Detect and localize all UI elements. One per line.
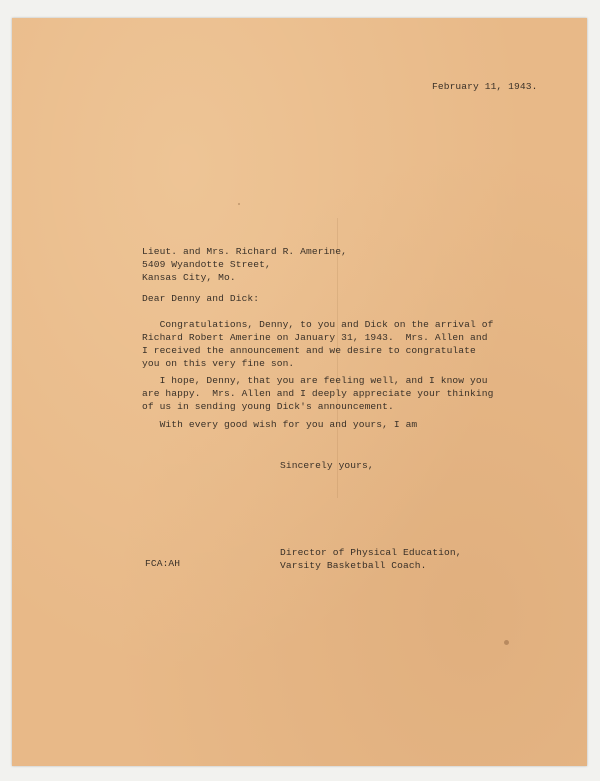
letter-date: February 11, 1943.: [432, 81, 538, 92]
recipient-address: [142, 245, 347, 284]
signature-title: Director of Physical Education,: [280, 547, 462, 558]
paragraph-line: I hope, Denny, that you are feeling well, and I know you: [142, 375, 488, 386]
paragraph-congratulations: [142, 318, 493, 370]
paper-spot: [238, 203, 240, 205]
salutation: Dear Denny and Dick:: [142, 293, 260, 304]
address-line: Kansas City, Mo.: [142, 272, 236, 283]
signature-title: Varsity Basketball Coach.: [280, 560, 427, 571]
letter-page: [12, 18, 587, 766]
address-line: 5409 Wyandotte Street,: [142, 259, 271, 270]
paragraph-line: Congratulations, Denny, to you and Dick on the arrival of: [142, 319, 494, 330]
signature-block: [280, 546, 462, 572]
paragraph-wellwishes: [142, 374, 493, 413]
paragraph-line: of us in sending young Dick's announcement.: [142, 401, 394, 412]
paper-spot: [504, 640, 509, 645]
paragraph-line: you on this very fine son.: [142, 358, 295, 369]
paragraph-line: are happy. Mrs. Allen and I deeply appreciate your thinking: [142, 388, 494, 399]
closing: Sincerely yours,: [280, 460, 374, 471]
paragraph-goodwish: With every good wish for you and yours, I am: [142, 419, 418, 430]
paragraph-line: Richard Robert Amerine on January 31, 1943. Mrs. Allen and: [142, 332, 488, 343]
paragraph-line: I received the announcement and we desire to congratulate: [142, 345, 476, 356]
address-line: Lieut. and Mrs. Richard R. Amerine,: [142, 246, 348, 257]
reference-initials: FCA:AH: [145, 558, 181, 569]
